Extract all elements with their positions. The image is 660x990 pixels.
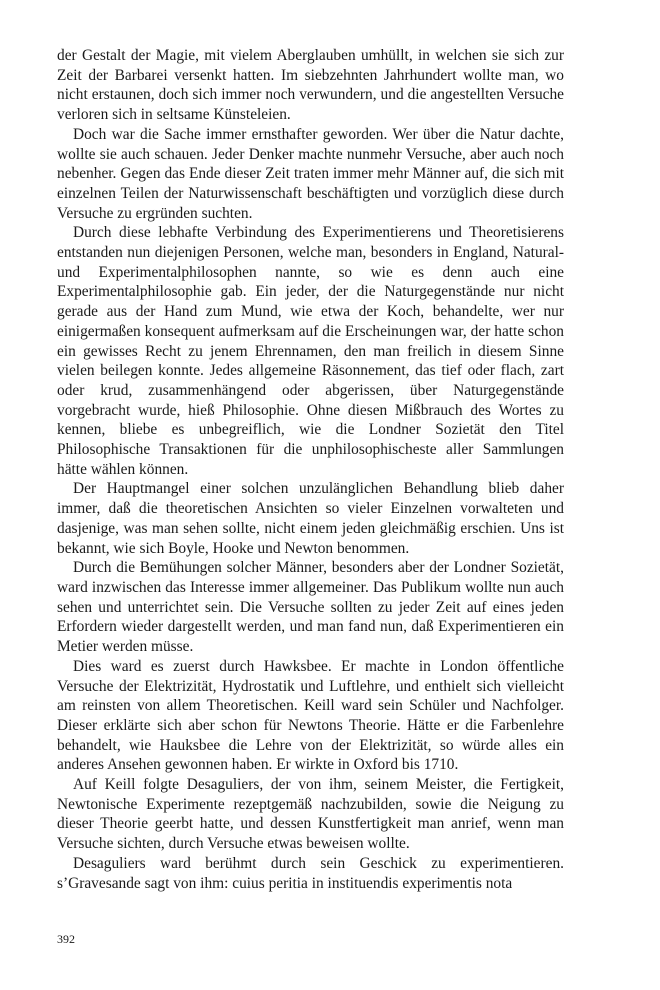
- paragraph-1: der Gestalt der Magie, mit vielem Aberglauben umhüllt, in welchen sie sich zur Zeit der Barbarei versenkt hatten. Im siebzehnten Jahrhundert wollte man, wo nicht erstaunen, doch sich immer noch verwundern, und die angestellten Versuche verloren sich in seltsame Künsteleien.: [57, 47, 564, 124]
- paragraph-3: Durch diese lebhafte Verbindung des Experimentierens und Theoretisierens entstanden nun diejenigen Personen, welche man, besonders in England, Natural- und Experimentalphilosophen nannte, so wie es denn auch eine Experimentalphilosophie gab. Ein jeder, der die Naturgegenstände nur nicht gerade aus der Hand zum Mund, wie etwa der Koch, behandelte, wer nur einigermaßen konsequent aufmerksam auf die Erscheinungen war, der hatte schon ein gewisses Recht zu jenem Ehrennamen, den man freilich in diesem Sinne vielen beilegen konnte. Jedes allgemeine Räsonnement, das tief oder flach, zart oder krud, zusammenhängend oder abgerissen, über Naturgegenstände vorgebracht wurde, hieß Philosophie. Ohne diesen Mißbrauch des Wortes zu kennen, bliebe es unbegreiflich, wie die Londner Sozietät den Titel Philosophische Transaktionen für die unphilosophischeste aller Sammlungen hätte wählen können.: [57, 224, 564, 478]
- paragraph-2: Doch war die Sache immer ernsthafter geworden. Wer über die Natur dachte, wollte sie auch schauen. Jeder Denker machte nunmehr Versuche, aber auch noch nebenher. Gegen das Ende dieser Zeit traten immer mehr Männer auf, die sich mit einzelnen Teilen der Naturwissenschaft beschäftigten und vorzüglich diese durch Versuche zu ergründen suchten.: [57, 125, 564, 222]
- paragraph-5: Durch die Bemühungen solcher Männer, besonders aber der Londner Sozietät, ward inzwischen das Interesse immer allgemeiner. Das Publikum wollte nun auch sehen und unterrichtet sein. Die Versuche sollten zu jeder Zeit auf eines jeden Erfordern wieder dargestellt werden, und man fand nun, daß Experimentieren ein Metier werden müsse.: [57, 559, 564, 656]
- body-text: [57, 46, 564, 893]
- paragraph-7: Auf Keill folgte Desaguliers, der von ihm, seinem Meister, die Fertigkeit, Newtonische Experimente rezeptgemäß nachzubilden, sowie die Neigung zu dieser Theorie geerbt hatte, und dessen Kunstfertigkeit man anrief, wenn man Versuche sichten, durch Versuche etwas beweisen wollte.: [57, 776, 564, 853]
- paragraph-8: Desaguliers ward berühmt durch sein Geschick zu experimentieren. s’Gravesande sagt von ihm: cuius peritia in instituendis experimentis nota: [57, 854, 564, 892]
- paragraph-4: Der Hauptmangel einer solchen unzulänglichen Behandlung blieb daher immer, daß die theoretischen Ansichten so vieler Einzelnen vorwalteten und dasjenige, was man sehen sollte, nicht einem jeden gleichmäßig erschien. Uns ist bekannt, wie sich Boyle, Hooke und Newton benommen.: [57, 480, 564, 557]
- paragraph-6: Dies ward es zuerst durch Hawksbee. Er machte in London öffentliche Versuche der Elektrizität, Hydrostatik und Luftlehre, und enthielt sich vielleicht am reinsten von allem Theoretischen. Keill ward sein Schüler und Nachfolger. Dieser erklärte sich aber schon für Newtons Theorie. Hätte er die Farbenlehre behandelt, wie Hauksbee die Lehre von der Elektrizität, so würde alles ein anderes Ansehen gewonnen haben. Er wirkte in Oxford bis 1710.: [57, 657, 564, 774]
- page-number: 392: [57, 932, 75, 946]
